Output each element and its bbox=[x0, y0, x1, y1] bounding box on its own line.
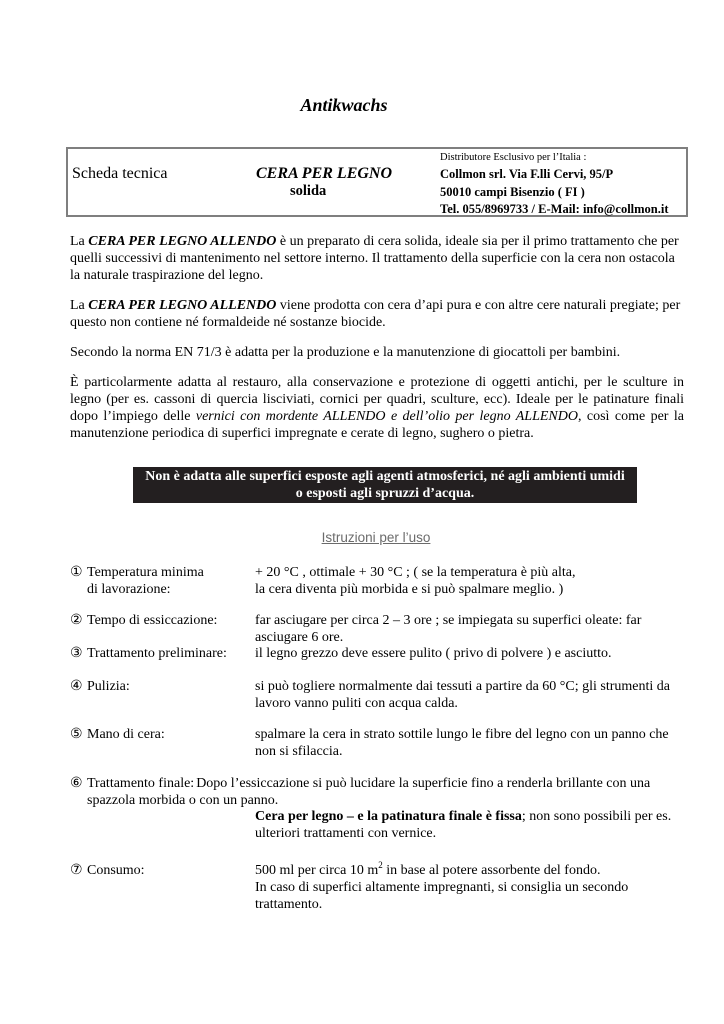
warning-banner: Non è adatta alle superfici esposte agli agenti atmosferici, né agli ambienti umidi o esposti agli spruzzi d’acqua. bbox=[133, 467, 637, 503]
step-3-label: ③ Trattamento preliminare: bbox=[70, 646, 227, 661]
step-3-text: il legno grezzo deve essere pulito ( privo di polvere ) e asciutto. bbox=[255, 646, 612, 661]
intro-paragraph-4: È particolarmente adatta al restauro, alla conservazione e protezione di oggetti antichi, per le sculture in legno (per es. cassoni di quercia lisciviati, cornici per quadri, sculture, ecc). Ideale per le patinature finali dopo l’impiego delle vernici con mordente ALLENDO e dell’olio per legno ALLENDO, così come per la manutenzione periodica di superfici impregnate e cerate di legno, sughero o pietra. bbox=[70, 375, 684, 441]
step-1-label: ① Temperatura minima di lavorazione: bbox=[70, 565, 204, 597]
distributor-note: Distributore Esclusivo per l’Italia : bbox=[440, 152, 587, 163]
brand-title: Antikwachs bbox=[300, 95, 388, 115]
intro-paragraph-3: Secondo la norma EN 71/3 è adatta per la produzione e la manutenzione di giocattoli per bambini. bbox=[70, 345, 621, 360]
step-2-text: far asciugare per circa 2 – 3 ore ; se impiegata su superfici oleate: far asciugare 6 ore. bbox=[255, 613, 642, 645]
step-7-label: ⑦ Consumo: bbox=[70, 863, 145, 878]
product-type: solida bbox=[290, 183, 327, 199]
instructions-title: Istruzioni per l’uso bbox=[321, 530, 431, 545]
step-6-text: Dopo l’essiccazione si può lucidare la superficie fino a renderla brillante con una bbox=[196, 776, 651, 791]
step-6-label: ⑥ Trattamento finale: Dopo l’essiccazione si può lucidare la superficie fino a renderla brillante con una spazzola morbida o con un panno. bbox=[70, 776, 651, 808]
step-4-text: si può togliere normalmente dai tessuti a partire da 60 °C; gli strumenti da lavoro vanno puliti con acqua calda. bbox=[255, 679, 671, 711]
step-5-text: spalmare la cera in strato sottile lungo le fibre del legno con un panno che non si sfilaccia. bbox=[255, 727, 669, 759]
step-5-label: ⑤ Mano di cera: bbox=[70, 727, 165, 742]
sheet-label: Scheda tecnica bbox=[72, 165, 168, 182]
step-1-text: + 20 °C , ottimale + 30 °C ; ( se la temperatura è più alta, la cera diventa più morbida e si può spalmare meglio. ) bbox=[255, 565, 576, 597]
distributor-address: Collmon srl. Via F.lli Cervi, 95/P bbox=[440, 167, 614, 181]
distributor-contact: Tel. 055/8969733 / E-Mail: info@collmon.it bbox=[440, 202, 669, 216]
intro-paragraph-1: La CERA PER LEGNO ALLENDO è un preparato di cera solida, ideale sia per il primo trattamento che per quelli successivi di mantenimento nel settore interno. Il trattamento della superficie con la cera non ostacola la naturale traspirazione del legno. bbox=[70, 234, 679, 283]
step-7-text: 500 ml per circa 10 $m^2$ in base al potere assorbente del fondo. In caso di superfici altamente impregnanti, si consiglia un secondo trattamento. bbox=[255, 860, 629, 912]
step-4-label: ④ Pulizia: bbox=[70, 679, 130, 694]
step-2-label: ② Tempo di essiccazione: bbox=[70, 613, 218, 628]
intro-paragraph-2: La CERA PER LEGNO ALLENDO viene prodotta con cera d’api pura e con altre cere naturali pregiate; per questo non contiene né formaldeide né sostanze biocide. bbox=[70, 298, 681, 330]
distributor-city: 50010 campi Bisenzio ( FI ) bbox=[440, 185, 585, 199]
header-box bbox=[66, 147, 688, 217]
step-6-note: Cera per legno – e la patinatura finale è fissa; non sono possibili per es. ulteriori trattamenti con vernice. bbox=[255, 809, 672, 841]
product-name: CERA PER LEGNO bbox=[256, 165, 393, 182]
